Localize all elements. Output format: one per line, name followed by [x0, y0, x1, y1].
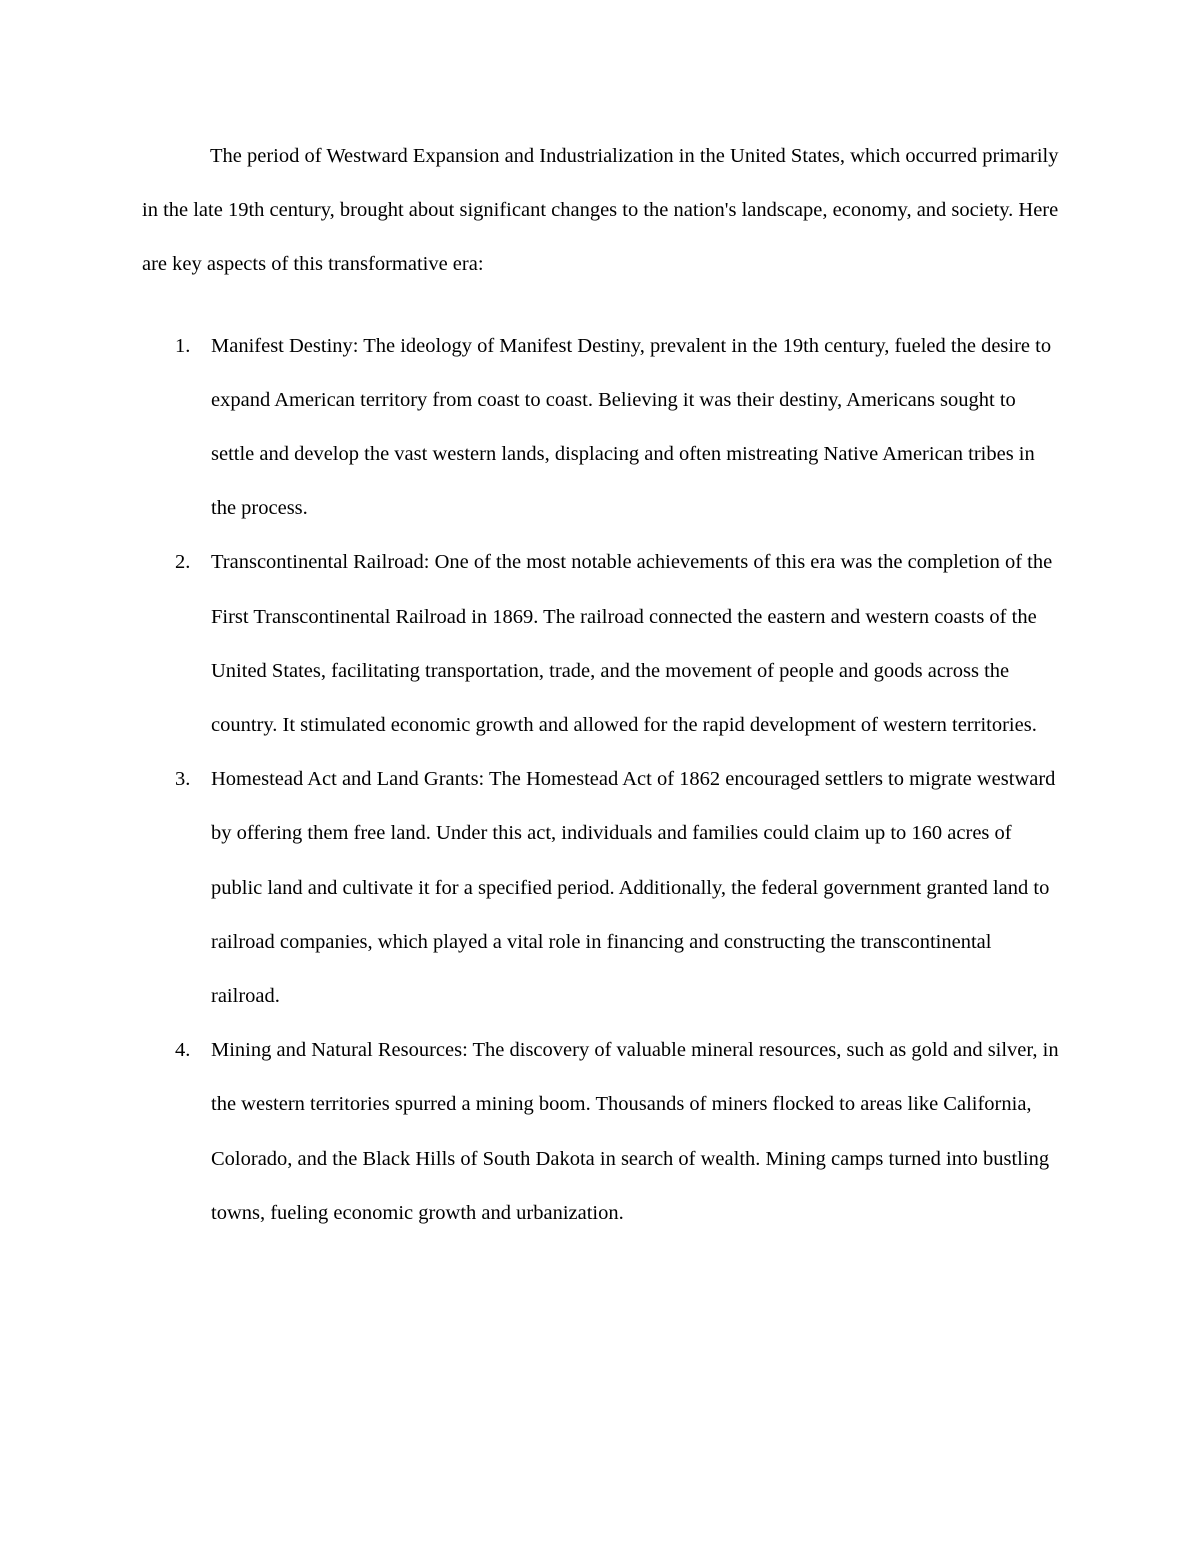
- numbered-list: [142, 319, 1062, 1240]
- intro-paragraph: The period of Westward Expansion and Industrialization in the United States, which occurred primarily in the late 19th century, brought about significant changes to the nation's landscape, economy, and society. Here are key aspects of this transformative era:: [142, 145, 1059, 276]
- list-item-number: 2.: [175, 551, 191, 574]
- list-item-text: Transcontinental Railroad: One of the most notable achievements of this era was the completion of the First Transcontinental Railroad in 1869. The railroad connected the eastern and western coasts of the United States, facilitating transportation, trade, and the movement of people and goods across the country. It stimulated economic growth and allowed for the rapid development of western territories.: [211, 551, 1053, 737]
- list-item: [142, 752, 1062, 1023]
- document-body: [142, 129, 1062, 1240]
- list-item: [142, 319, 1062, 536]
- list-item: [142, 535, 1062, 752]
- list-item-number: 3.: [175, 768, 191, 791]
- list-item: [142, 1023, 1062, 1240]
- list-item-text: Homestead Act and Land Grants: The Homestead Act of 1862 encouraged settlers to migrate westward by offering them free land. Under this act, individuals and families could claim up to 160 acres of public land and cultivate it for a specified period. Additionally, the federal government granted land to railroad companies, which played a vital role in financing and constructing the transcontinental railroad.: [211, 768, 1056, 1008]
- list-item-number: 1.: [175, 334, 191, 357]
- list-item-text: Mining and Natural Resources: The discovery of valuable mineral resources, such as gold and silver, in the western territories spurred a mining boom. Thousands of miners flocked to areas like California, Colorado, and the Black Hills of South Dakota in search of wealth. Mining camps turned into bustling towns, fueling economic growth and urbanization.: [211, 1039, 1059, 1224]
- list-item-text: Manifest Destiny: The ideology of Manifest Destiny, prevalent in the 19th century, fueled the desire to expand American territory from coast to coast. Believing it was their destiny, Americans sought to settle and develop the vast western lands, displacing and often mistreating Native American tribes in the process.: [211, 334, 1052, 520]
- list-item-number: 4.: [175, 1039, 191, 1062]
